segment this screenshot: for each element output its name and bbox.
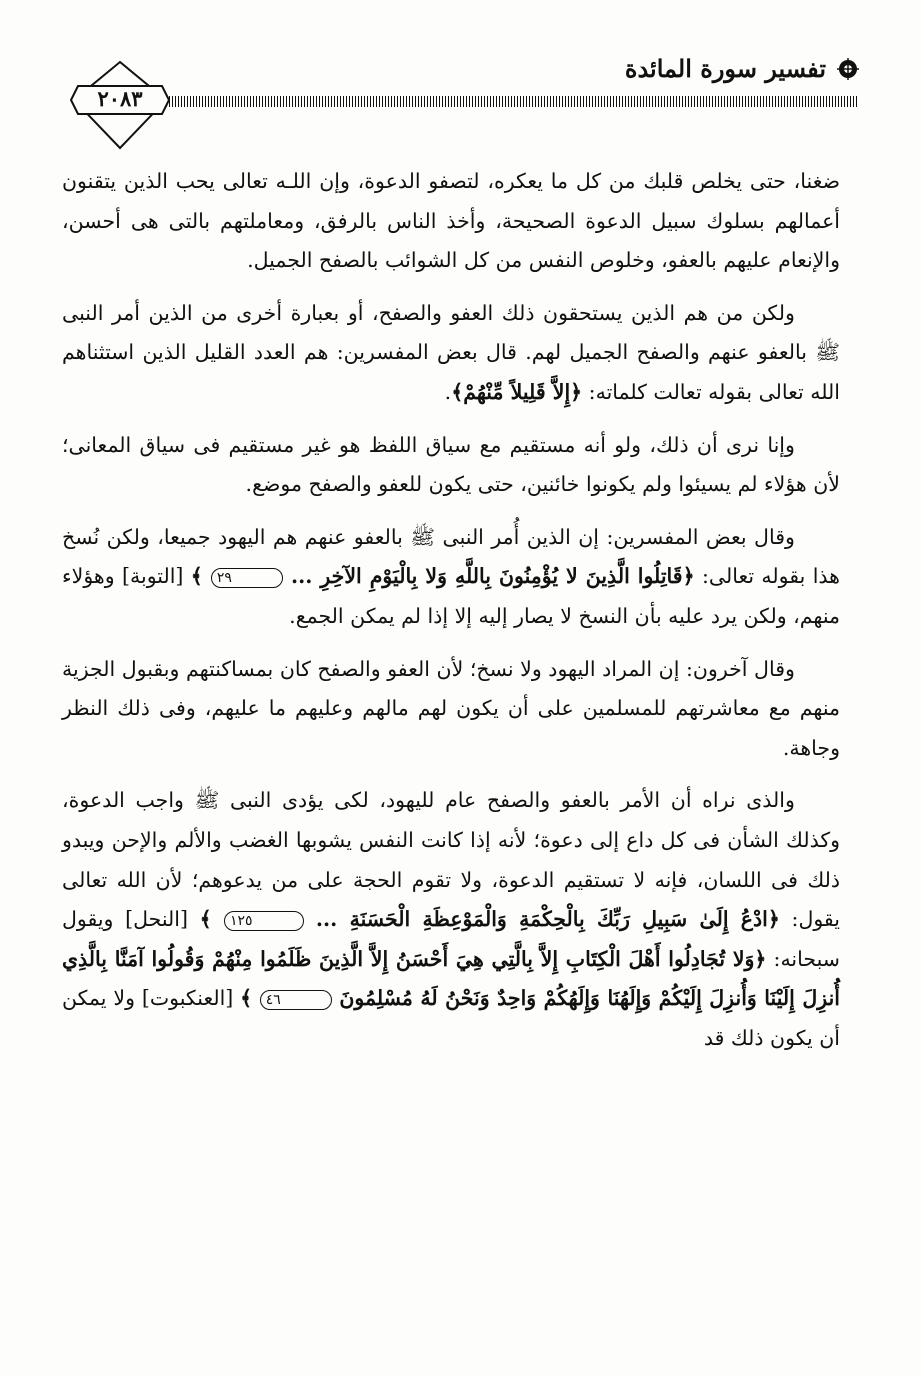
- ayah-number-badge: ٢٩: [211, 568, 283, 588]
- paragraph-text: والذى نراه أن الأمر بالعفو والصفح عام لليهود، لكى يؤدى النبى ﷺ واجب الدعوة، وكذلك الشأن فى كل داع إلى دعوة؛ لأنه إذا كانت النفس يشوبها الغضب والألم والإحن ويبدو ذلك فى اللسان، فإنه لا تستقيم الدعوة، ولا تقوم الحجة على من يدعوهم؛ لأن الله تعالى يقول:: [62, 788, 841, 932]
- quran-quote: ﴿ادْعُ إِلَىٰ سَبِيلِ رَبِّكَ بِالْحِكْمَةِ وَالْمَوْعِظَةِ الْحَسَنَةِ ...: [303, 907, 780, 932]
- paragraph-text: وإنا نرى أن ذلك، ولو أنه مستقيم مع سياق اللفظ هو غير مستقيم فى سياق المعانى؛ لأن هؤلاء لم يسيئوا ولم يكونوا خائنين، حتى يكون للعفو والصفح موضع.: [62, 432, 840, 497]
- paragraph-text: ضغنا، حتى يخلص قلبك من كل ما يعكره، لتصفو الدعوة، وإن اللـه تعالى يحب الذين يتقنون أعمالهم بسلوك سبيل الدعوة الصحيحة، وأخذ الناس بالرفق، ومعاملتهم بالتى هى أحسن، والإنعام عليهم بالعفو، وخلوص النفس من كل الشوائب بالصفح الجميل.: [62, 169, 840, 273]
- body-text: [62, 162, 840, 1071]
- quran-quote: ﴾: [240, 986, 260, 1011]
- paragraph-text: [النحل] ويقول سبحانه:: [62, 907, 840, 971]
- paragraph: [62, 781, 840, 1058]
- paragraph: [62, 426, 840, 505]
- quran-quote: ﴾: [199, 907, 224, 932]
- paragraph: [62, 518, 840, 637]
- paragraph: [62, 650, 840, 769]
- quran-quote: ﴾: [190, 564, 211, 589]
- page-number: ٢٠٨٣: [97, 86, 143, 111]
- paragraph: [62, 162, 840, 281]
- ayah-number-badge: ١٢٥: [224, 911, 304, 931]
- paragraph: [62, 294, 840, 413]
- paragraph-text: [التوبة] وهؤلاء منهم، ولكن يرد عليه بأن النسخ لا يصار إليه إلا إذا لم يمكن الجمع.: [62, 564, 840, 628]
- quran-quote: ﴿وَلا تُجَادِلُوا أَهْلَ الْكِتَابِ إِلاَّ بِالَّتِي هِيَ أَحْسَنُ إِلاَّ الَّذِينَ ظَلَمُوا مِنْهُمْ وَقُولُوا آمَنَّا بِالَّذِي أُنزِلَ إِلَيْنَا وَأُنزِلَ إِلَيْكُمْ وَإِلَهُنَا وَإِلَهُكُمْ وَاحِدٌ وَنَحْنُ لَهُ مُسْلِمُونَ: [62, 946, 840, 1011]
- page-header: [0, 0, 921, 160]
- running-title: تفسير سورة المائدة: [624, 54, 826, 83]
- paragraph-text: [العنكبوت] ولا يمكن أن يكون ذلك قد: [62, 986, 840, 1050]
- quran-quote: ﴿قَاتِلُوا الَّذِينَ لا يُؤْمِنُونَ بِاللَّهِ وَلا بِالْيَوْمِ الآخِرِ ...: [282, 564, 695, 589]
- header-rule: [160, 96, 859, 107]
- ornament-icon: [837, 58, 859, 80]
- paragraph-text: .: [444, 379, 452, 404]
- paragraph-text: وقال آخرون: إن المراد اليهود ولا نسخ؛ لأن العفو والصفح كان بمساكنتهم وبقبول الجزية منهم مع معاشرتهم للمسلمين على أن يكون لهم مالهم وعليهم ما عليهم، وفى ذلك النظر وجاهة.: [62, 656, 840, 760]
- paragraph-text: وقال بعض المفسرين: إن الذين أُمر النبى ﷺ بالعفو عنهم هم اليهود جميعا، ولكن نُسخ هذا بقوله تعالى:: [62, 524, 840, 589]
- quran-quote: ﴿إِلاَّ قَلِيلاً مِّنْهُمْ﴾: [451, 379, 583, 404]
- ayah-number-badge: ٤٦: [260, 990, 332, 1010]
- paragraph-text: ولكن من هم الذين يستحقون ذلك العفو والصفح، أو بعبارة أخرى من الذين أمر النبى ﷺ بالعفو عنهم والصفح الجميل لهم. قال بعض المفسرين: هم العدد القليل الذين استثناهم الله تعالى بقوله تعالت كلماته:: [62, 300, 840, 404]
